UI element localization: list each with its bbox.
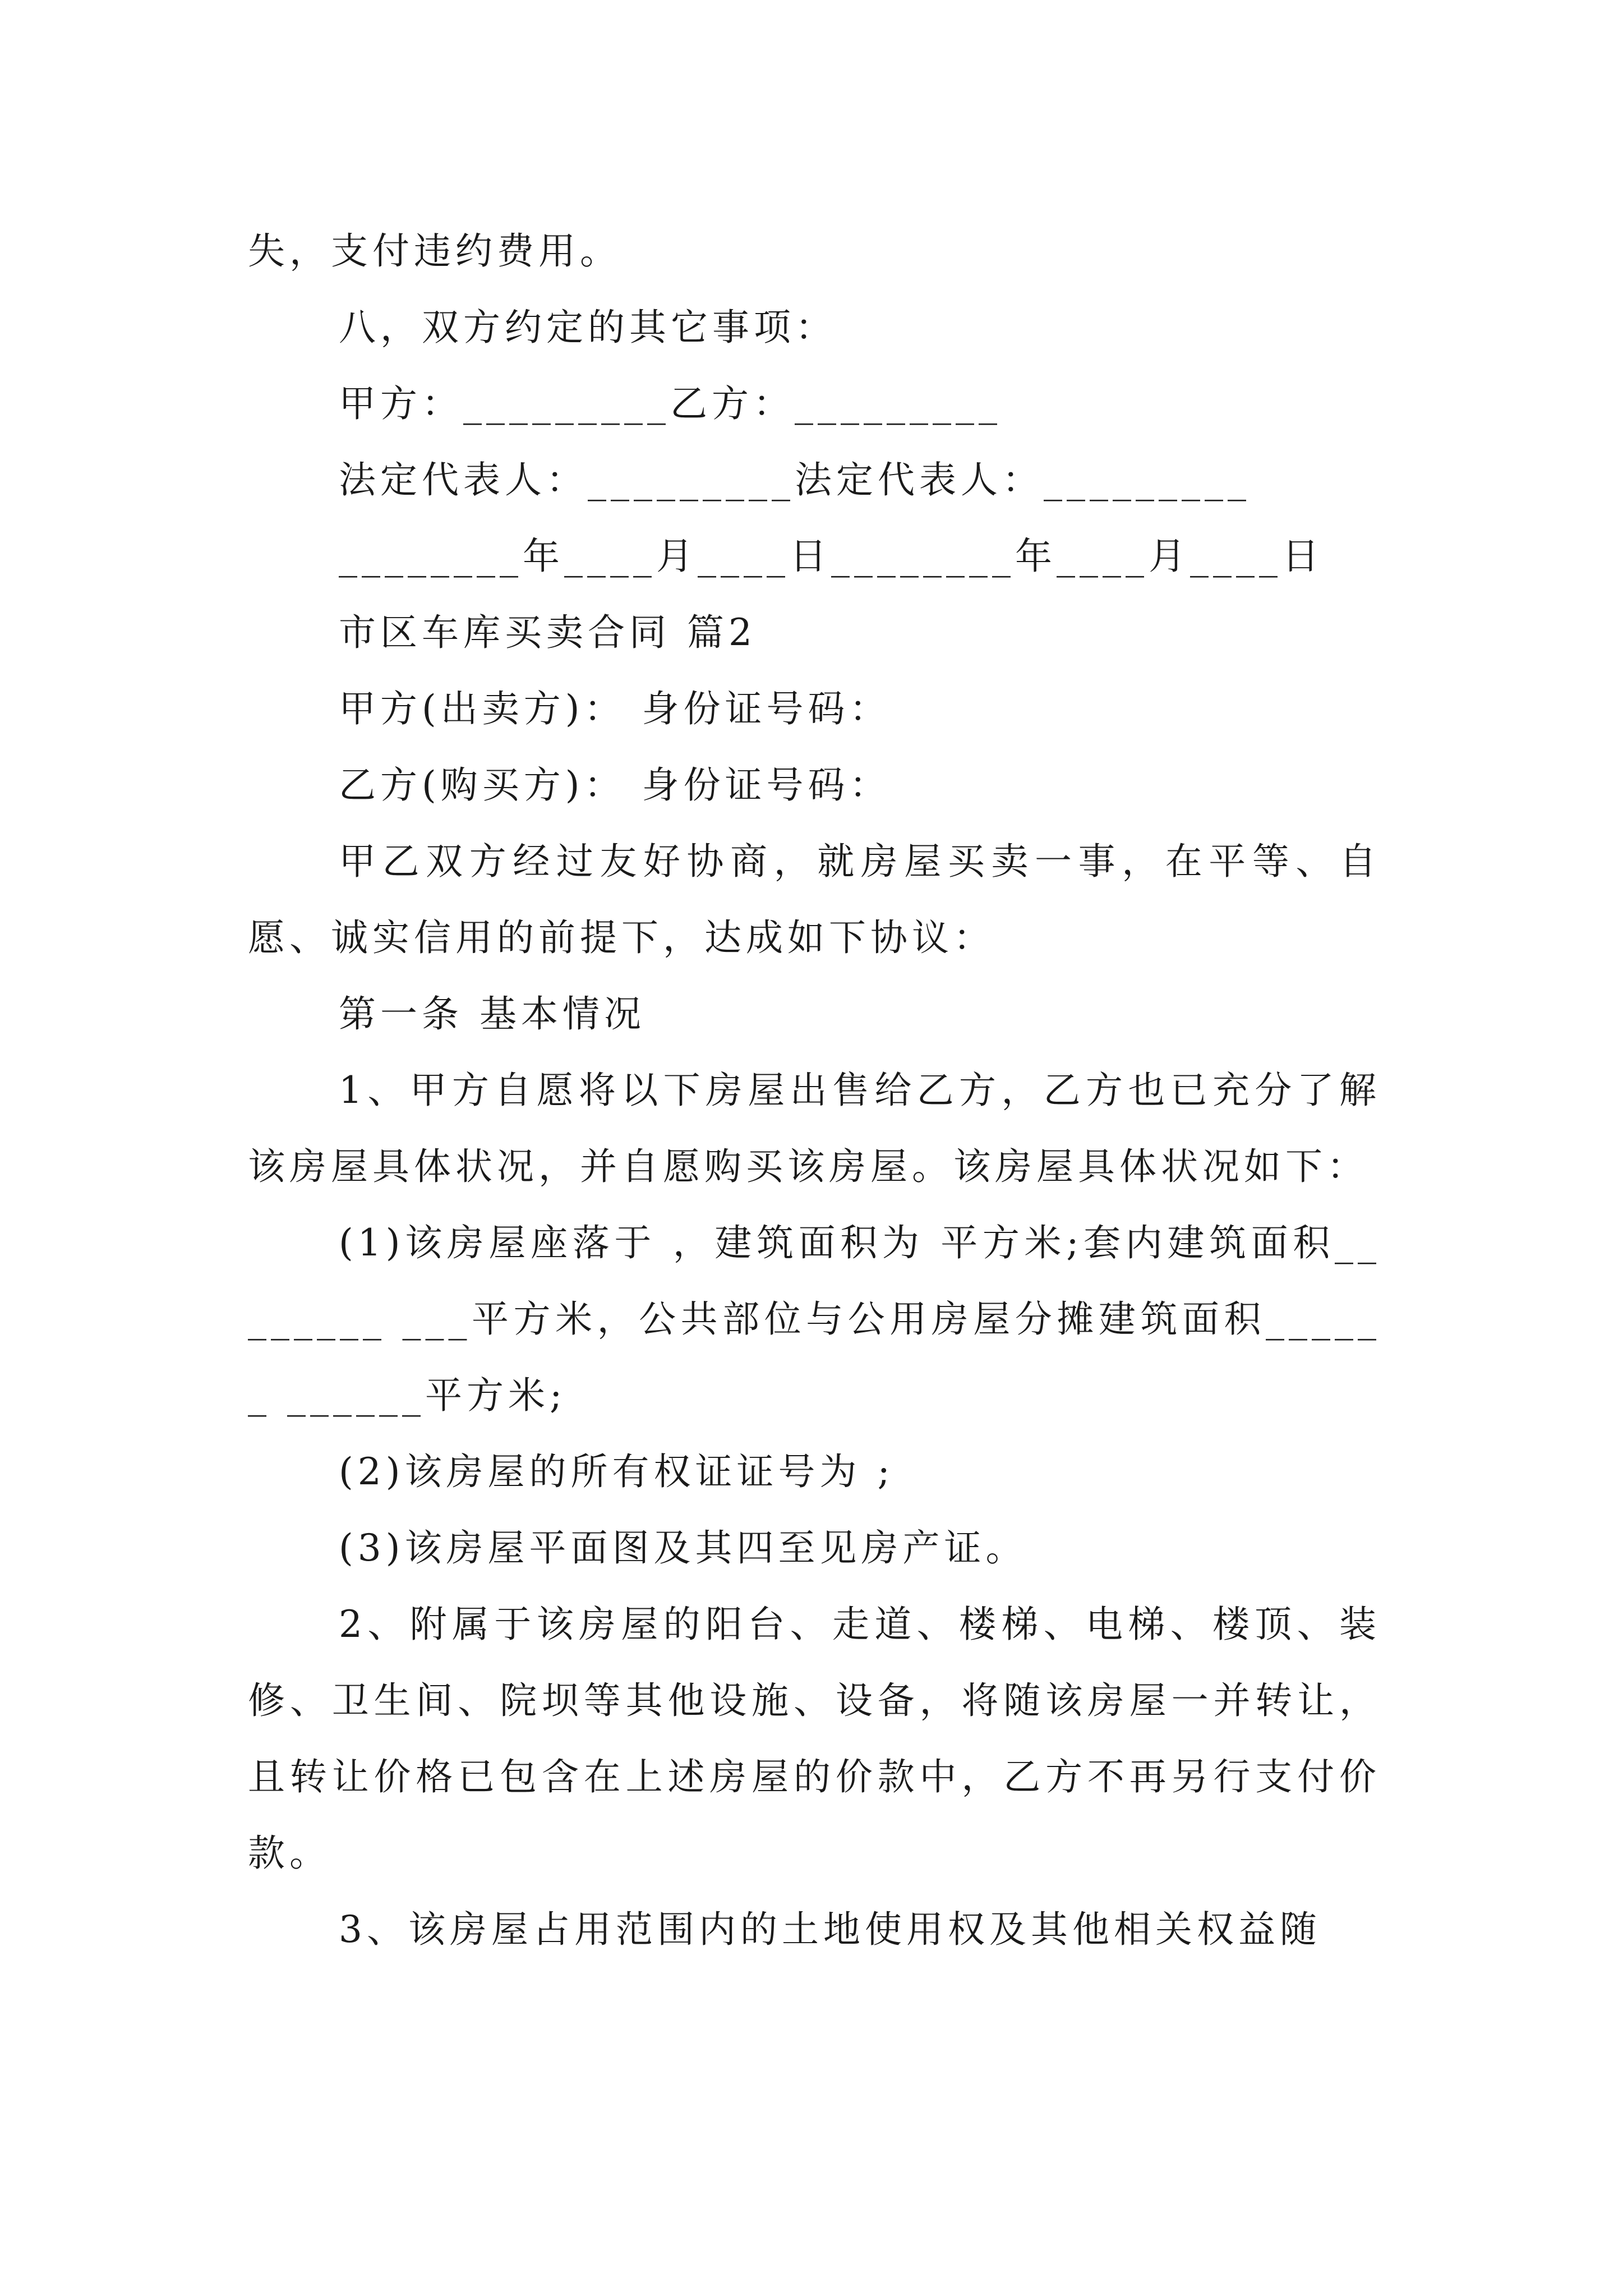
item-three-paragraph: 3、该房屋占用范围内的土地使用权及其他相关权益随 — [339, 1908, 1321, 1951]
sub-item-three: (3)该房屋平面图及其四至见房产证。 — [339, 1526, 1027, 1570]
sub-item-one: (1)该房屋座落于 ，建筑面积为 平方米;套内建筑面积________ ___平方米，公共部位与公用房屋分摊建筑面积______ ______平方米; — [248, 1221, 1381, 1417]
date-line: ________年____月____日________年____月____日 — [339, 535, 1324, 578]
article-one-heading: 第一条 基本情况 — [339, 992, 645, 1036]
preamble-paragraph: 甲乙双方经过友好协商，就房屋买卖一事，在平等、自愿、诚实信用的前提下，达成如下协议： — [248, 840, 1381, 959]
clause-eight-heading: 八，双方约定的其它事项： — [339, 306, 837, 349]
legal-representative-line: 法定代表人：_________法定代表人：_________ — [339, 458, 1251, 501]
party-a-info: 甲方(出卖方)： 身份证号码： — [339, 687, 891, 730]
party-b-info: 乙方(购买方)： 身份证号码： — [339, 763, 891, 807]
item-two-paragraph: 2、附属于该房屋的阳台、走道、楼梯、电梯、楼顶、装修、卫生间、院坝等其他设施、设备，将随该房屋一并转让，且转让价格已包含在上述房屋的价款中，乙方不再另行支付价款。 — [248, 1603, 1381, 1875]
paragraph-continuation: 失，支付违约费用。 — [248, 229, 621, 273]
party-signature-line: 甲方：_________乙方：_________ — [339, 382, 1002, 425]
sub-item-two: (2)该房屋的所有权证证号为 ; — [339, 1450, 895, 1493]
item-one-paragraph: 1、甲方自愿将以下房屋出售给乙方，乙方也已充分了解该房屋具体状况，并自愿购买该房屋。该房屋具体状况如下： — [248, 1069, 1381, 1188]
document-body — [248, 213, 1381, 1968]
section-title: 市区车库买卖合同 篇2 — [339, 611, 757, 654]
